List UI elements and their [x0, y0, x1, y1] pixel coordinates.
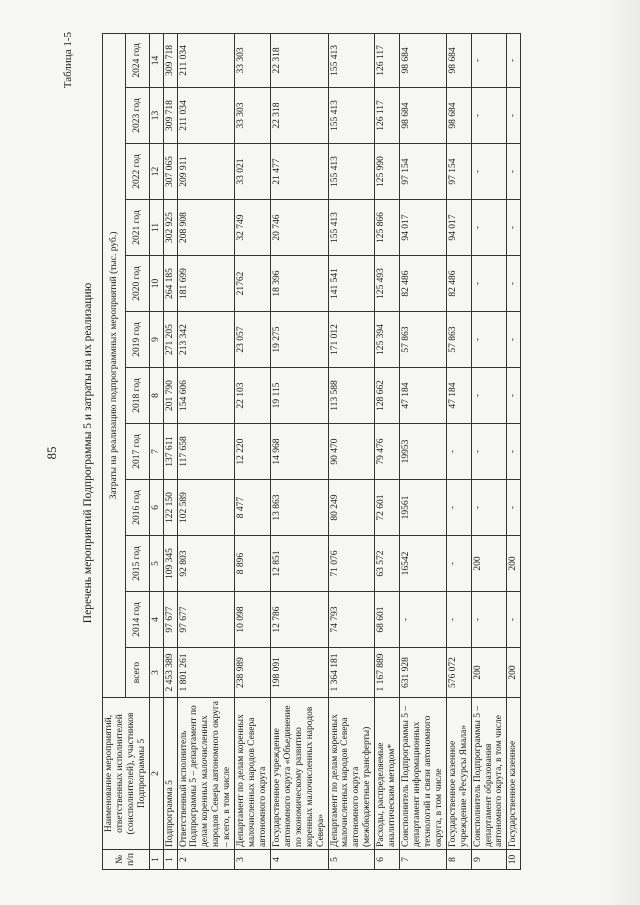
col-no-header: № п/п: [103, 850, 150, 870]
row-year-value-cell: 23 057: [235, 312, 271, 368]
row-name-cell: Департамент по делам коренных малочисленных народов Севера автономного округа: [235, 698, 271, 850]
row-year-value-cell: -: [471, 33, 507, 87]
row-total-cell: 2 453 389: [163, 648, 177, 698]
row-year-value-cell: 211 034: [177, 88, 235, 144]
row-name-cell: Расходы, распределяемые аналитическим методом*: [375, 698, 400, 850]
row-year-value-cell: 137 611: [163, 424, 177, 480]
table-row: [328, 33, 375, 869]
row-year-value-cell: -: [507, 144, 521, 200]
costs-table: [102, 33, 521, 870]
row-year-value-cell: 117 658: [177, 424, 235, 480]
row-name-cell: Соисполнитель Подпрограммы 5 – департамент информационных технологий и связи автономного округа, в том числе: [400, 698, 447, 850]
index-cell: 14: [149, 33, 163, 87]
row-year-value-cell: -: [507, 33, 521, 87]
row-year-value-cell: 22 318: [270, 33, 328, 87]
document-title: Перечень мероприятий Подпрограммы 5 и затраты на их реализацию: [82, 282, 94, 624]
row-year-value-cell: 19561: [400, 480, 447, 536]
row-year-value-cell: -: [446, 592, 471, 648]
row-year-value-cell: 128 662: [375, 368, 400, 424]
row-year-value-cell: 47 184: [400, 368, 447, 424]
row-year-value-cell: -: [446, 480, 471, 536]
row-year-value-cell: 126 117: [375, 88, 400, 144]
row-year-value-cell: -: [471, 424, 507, 480]
row-year-value-cell: 271 205: [163, 312, 177, 368]
row-year-value-cell: 94 017: [446, 200, 471, 256]
year-header: 2017 год: [126, 424, 149, 480]
row-year-value-cell: -: [507, 592, 521, 648]
header-row-1: [103, 33, 126, 869]
row-year-value-cell: -: [471, 368, 507, 424]
row-year-value-cell: -: [446, 424, 471, 480]
row-year-value-cell: 125 990: [375, 144, 400, 200]
row-year-value-cell: 82 486: [400, 256, 447, 312]
row-year-value-cell: -: [471, 88, 507, 144]
row-year-value-cell: -: [446, 536, 471, 592]
year-header: 2018 год: [126, 368, 149, 424]
row-total-cell: 631 928: [400, 648, 447, 698]
row-year-value-cell: 80 249: [328, 480, 375, 536]
table-body: [163, 33, 521, 869]
row-total-cell: 576 072: [446, 648, 471, 698]
row-number-cell: 4: [270, 850, 328, 870]
row-year-value-cell: -: [507, 480, 521, 536]
row-year-value-cell: 22 103: [235, 368, 271, 424]
page-number: 85: [44, 446, 59, 460]
row-year-value-cell: 33 303: [235, 33, 271, 87]
index-cell: 12: [149, 144, 163, 200]
row-year-value-cell: 109 345: [163, 536, 177, 592]
row-year-value-cell: 21762: [235, 256, 271, 312]
index-cell: 9: [149, 312, 163, 368]
table-label: Таблица 1-5: [62, 32, 74, 89]
row-name-cell: Департамент по делам коренных малочисленных народов Севера автономного округа (межбюджетные трансферты): [328, 698, 375, 850]
row-number-cell: 9: [471, 850, 507, 870]
row-name-cell: Соисполнитель Подпрограммы 5 – департамент образования автономного округа, в том числе: [471, 698, 507, 850]
row-year-value-cell: 125 394: [375, 312, 400, 368]
row-year-value-cell: 10 098: [235, 592, 271, 648]
row-total-cell: 198 091: [270, 648, 328, 698]
row-year-value-cell: -: [471, 592, 507, 648]
index-cell: 2: [149, 698, 163, 850]
table-row: [177, 33, 235, 869]
row-year-value-cell: 22 318: [270, 88, 328, 144]
row-year-value-cell: 155 413: [328, 33, 375, 87]
row-year-value-cell: 32 749: [235, 200, 271, 256]
row-year-value-cell: 8 896: [235, 536, 271, 592]
index-cell: 13: [149, 88, 163, 144]
year-header: 2015 год: [126, 536, 149, 592]
row-year-value-cell: 200: [507, 536, 521, 592]
row-total-cell: 1 801 261: [177, 648, 235, 698]
table-row: [471, 33, 507, 869]
col-name-header: Наименование мероприятий, ответственных исполнителей (соисполнителей), участников Подпрограммы 5: [103, 698, 150, 850]
row-year-value-cell: 92 803: [177, 536, 235, 592]
row-number-cell: 2: [177, 850, 235, 870]
row-year-value-cell: 302 925: [163, 200, 177, 256]
row-year-value-cell: 309 718: [163, 33, 177, 87]
row-year-value-cell: 79 476: [375, 424, 400, 480]
row-year-value-cell: 102 589: [177, 480, 235, 536]
row-year-value-cell: -: [507, 424, 521, 480]
row-number-cell: 6: [375, 850, 400, 870]
row-total-cell: 238 989: [235, 648, 271, 698]
row-year-value-cell: 57 863: [446, 312, 471, 368]
col-total-header: всего: [126, 648, 149, 698]
row-year-value-cell: 19 115: [270, 368, 328, 424]
row-year-value-cell: -: [471, 200, 507, 256]
row-year-value-cell: 97 677: [163, 592, 177, 648]
index-cell: 3: [149, 648, 163, 698]
row-year-value-cell: 47 184: [446, 368, 471, 424]
row-year-value-cell: 126 117: [375, 33, 400, 87]
index-cell: 10: [149, 256, 163, 312]
row-year-value-cell: 33 021: [235, 144, 271, 200]
table-row: [235, 33, 271, 869]
row-year-value-cell: -: [471, 256, 507, 312]
scan-edge-shadow: [602, 0, 640, 905]
row-year-value-cell: 16542: [400, 536, 447, 592]
row-year-value-cell: 82 486: [446, 256, 471, 312]
row-number-cell: 8: [446, 850, 471, 870]
row-year-value-cell: 63 572: [375, 536, 400, 592]
row-year-value-cell: 33 303: [235, 88, 271, 144]
row-name-cell: Подпрограмма 5: [163, 698, 177, 850]
row-year-value-cell: 307 065: [163, 144, 177, 200]
year-header: 2020 год: [126, 256, 149, 312]
row-year-value-cell: 98 684: [400, 33, 447, 87]
row-total-cell: 1 167 889: [375, 648, 400, 698]
table-row: [270, 33, 328, 869]
row-year-value-cell: 155 413: [328, 200, 375, 256]
year-header: 2016 год: [126, 480, 149, 536]
index-cell: 1: [149, 850, 163, 870]
row-year-value-cell: 90 470: [328, 424, 375, 480]
row-year-value-cell: 21 477: [270, 144, 328, 200]
row-year-value-cell: 98 684: [446, 33, 471, 87]
row-year-value-cell: -: [507, 256, 521, 312]
index-cell: 7: [149, 424, 163, 480]
index-cell: 11: [149, 200, 163, 256]
row-year-value-cell: -: [507, 312, 521, 368]
row-year-value-cell: 98 684: [446, 88, 471, 144]
row-year-value-cell: 208 908: [177, 200, 235, 256]
row-year-value-cell: 12 851: [270, 536, 328, 592]
costs-group-header: Затраты на реализацию подпрограммных мероприятий (тыс. руб.): [103, 33, 126, 697]
row-year-value-cell: 181 699: [177, 256, 235, 312]
row-year-value-cell: 171 012: [328, 312, 375, 368]
row-number-cell: 3: [235, 850, 271, 870]
row-number-cell: 10: [507, 850, 521, 870]
row-year-value-cell: 74 793: [328, 592, 375, 648]
row-year-value-cell: -: [507, 200, 521, 256]
row-year-value-cell: 264 185: [163, 256, 177, 312]
row-name-cell: Государственное казенное учреждение «Ресурсы Ямала»: [446, 698, 471, 850]
table-row: [163, 33, 177, 869]
row-year-value-cell: 209 911: [177, 144, 235, 200]
row-year-value-cell: 20 746: [270, 200, 328, 256]
index-cell: 4: [149, 592, 163, 648]
row-year-value-cell: 213 342: [177, 312, 235, 368]
row-year-value-cell: 68 601: [375, 592, 400, 648]
row-name-cell: Государственное казенное: [507, 698, 521, 850]
row-number-cell: 5: [328, 850, 375, 870]
row-year-value-cell: 201 790: [163, 368, 177, 424]
row-year-value-cell: 122 150: [163, 480, 177, 536]
row-year-value-cell: 94 017: [400, 200, 447, 256]
index-cell: 6: [149, 480, 163, 536]
year-header: 2021 год: [126, 200, 149, 256]
row-year-value-cell: 13 863: [270, 480, 328, 536]
row-year-value-cell: -: [400, 592, 447, 648]
row-year-value-cell: 19 275: [270, 312, 328, 368]
row-year-value-cell: 12 786: [270, 592, 328, 648]
row-total-cell: 200: [471, 648, 507, 698]
table-row: [507, 33, 521, 869]
row-year-value-cell: 8 477: [235, 480, 271, 536]
row-year-value-cell: 309 718: [163, 88, 177, 144]
row-name-cell: Государственное учреждение автономного округа «Объединение по экономическому развитию коренных малочисленных народов Севера»: [270, 698, 328, 850]
row-total-cell: 1 364 181: [328, 648, 375, 698]
index-row: [149, 33, 163, 869]
row-year-value-cell: 97 154: [400, 144, 447, 200]
index-cell: 8: [149, 368, 163, 424]
row-year-value-cell: 125 493: [375, 256, 400, 312]
row-year-value-cell: -: [471, 144, 507, 200]
row-year-value-cell: 71 076: [328, 536, 375, 592]
year-header: 2022 год: [126, 144, 149, 200]
table-row: [400, 33, 447, 869]
row-year-value-cell: 97 154: [446, 144, 471, 200]
row-year-value-cell: 18 396: [270, 256, 328, 312]
row-year-value-cell: 154 606: [177, 368, 235, 424]
row-name-cell: Ответственный исполнитель Подпрограммы 5 – департамент по делам коренных малочисленных народов Севера автономного округа – всего, в том числе: [177, 698, 235, 850]
year-header: 2023 год: [126, 88, 149, 144]
row-year-value-cell: -: [471, 480, 507, 536]
row-year-value-cell: 72 601: [375, 480, 400, 536]
row-year-value-cell: 155 413: [328, 88, 375, 144]
table-row: [375, 33, 400, 869]
row-year-value-cell: 200: [471, 536, 507, 592]
year-header: 2014 год: [126, 592, 149, 648]
row-year-value-cell: 14 968: [270, 424, 328, 480]
row-year-value-cell: 211 034: [177, 33, 235, 87]
year-header: 2019 год: [126, 312, 149, 368]
row-number-cell: 1: [163, 850, 177, 870]
row-year-value-cell: 125 866: [375, 200, 400, 256]
index-cell: 5: [149, 536, 163, 592]
row-year-value-cell: 97 677: [177, 592, 235, 648]
row-year-value-cell: 12 220: [235, 424, 271, 480]
row-year-value-cell: 19953: [400, 424, 447, 480]
table-row: [446, 33, 471, 869]
row-year-value-cell: 141 541: [328, 256, 375, 312]
row-year-value-cell: -: [471, 312, 507, 368]
row-total-cell: 200: [507, 648, 521, 698]
rotated-landscape-content: [40, 28, 600, 878]
row-year-value-cell: 57 863: [400, 312, 447, 368]
row-year-value-cell: 98 684: [400, 88, 447, 144]
row-number-cell: 7: [400, 850, 447, 870]
year-header: 2024 год: [126, 33, 149, 87]
row-year-value-cell: 113 588: [328, 368, 375, 424]
row-year-value-cell: -: [507, 368, 521, 424]
row-year-value-cell: 155 413: [328, 144, 375, 200]
row-year-value-cell: -: [507, 88, 521, 144]
